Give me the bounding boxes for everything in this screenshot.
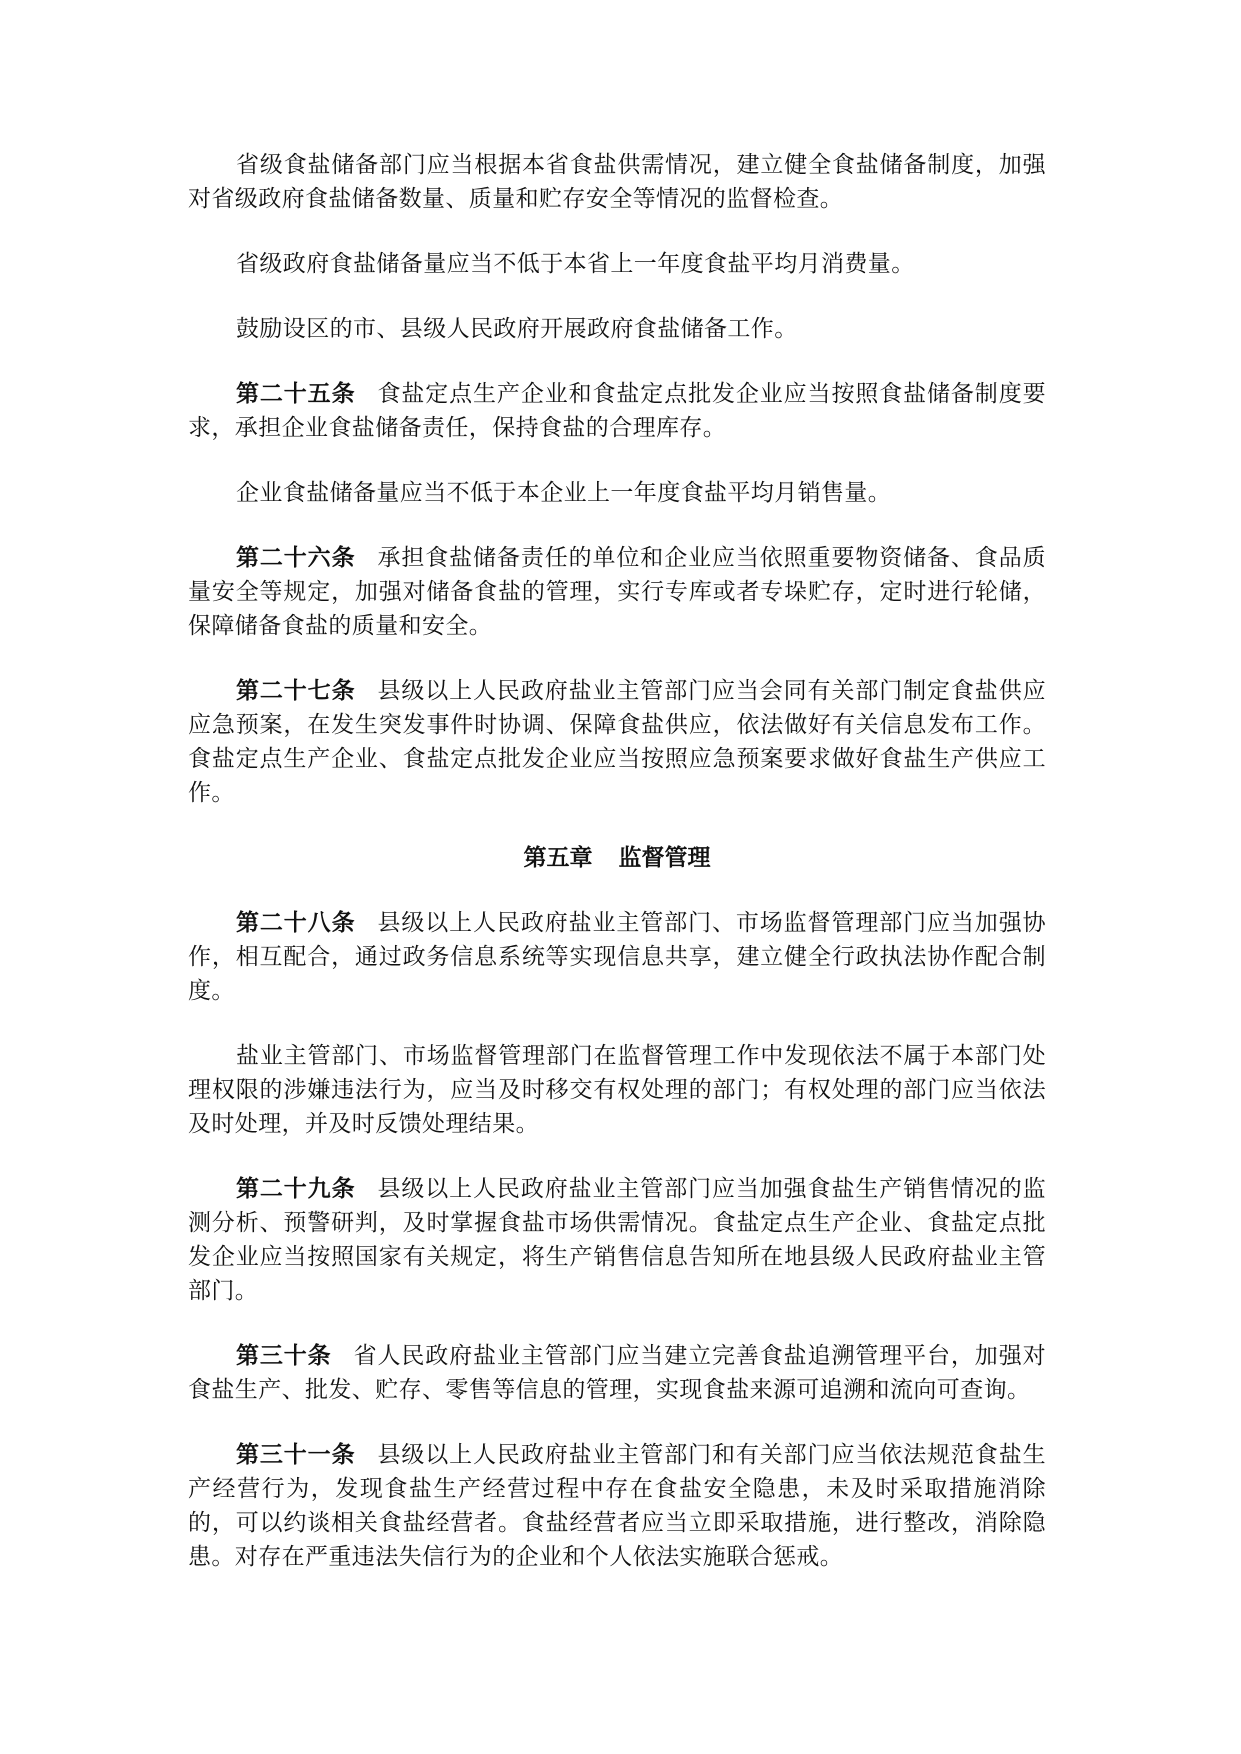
article-label: 第二十五条	[236, 381, 356, 407]
article-label: 第三十条	[236, 1343, 332, 1369]
article-26	[188, 541, 1046, 643]
article-label: 第二十七条	[236, 678, 356, 704]
document-page	[188, 148, 1046, 1605]
paragraph	[188, 148, 1046, 216]
article-label: 第二十八条	[236, 910, 356, 936]
paragraph	[188, 1039, 1046, 1141]
chapter-title: 监督管理	[618, 845, 711, 871]
article-30	[188, 1339, 1046, 1407]
paragraph-text: 鼓励设区的市、县级人民政府开展政府食盐储备工作。	[236, 316, 798, 342]
article-text: 县级以上人民政府盐业主管部门、市场监督管理部门应当加强协作，相互配合，通过政务信息系统等实现信息共享，建立健全行政执法协作配合制度。	[188, 910, 1046, 1004]
chapter-heading	[188, 841, 1046, 875]
article-text: 县级以上人民政府盐业主管部门和有关部门应当依法规范食盐生产经营行为，发现食盐生产经营过程中存在食盐安全隐患，未及时采取措施消除的，可以约谈相关食盐经营者。食盐经营者应当立即采取措施，进行整改，消除隐患。对存在严重违法失信行为的企业和个人依法实施联合惩戒。	[188, 1442, 1046, 1570]
paragraph	[188, 312, 1046, 346]
article-text: 县级以上人民政府盐业主管部门应当加强食盐生产销售情况的监测分析、预警研判，及时掌握食盐市场供需情况。食盐定点生产企业、食盐定点批发企业应当按照国家有关规定，将生产销售信息告知所在地县级人民政府盐业主管部门。	[188, 1176, 1046, 1304]
article-label: 第三十一条	[236, 1442, 356, 1468]
paragraph-text: 企业食盐储备量应当不低于本企业上一年度食盐平均月销售量。	[236, 480, 892, 506]
article-27	[188, 674, 1046, 810]
paragraph-text: 省级食盐储备部门应当根据本省食盐供需情况，建立健全食盐储备制度，加强对省级政府食盐储备数量、质量和贮存安全等情况的监督检查。	[188, 152, 1046, 212]
article-31	[188, 1438, 1046, 1574]
article-29	[188, 1172, 1046, 1308]
article-text: 承担食盐储备责任的单位和企业应当依照重要物资储备、食品质量安全等规定，加强对储备食盐的管理，实行专库或者专垛贮存，定时进行轮储，保障储备食盐的质量和安全。	[188, 545, 1046, 639]
article-25	[188, 377, 1046, 445]
article-label: 第二十九条	[236, 1176, 356, 1202]
article-label: 第二十六条	[236, 545, 356, 571]
paragraph	[188, 476, 1046, 510]
article-text: 县级以上人民政府盐业主管部门应当会同有关部门制定食盐供应应急预案，在发生突发事件时协调、保障食盐供应，依法做好有关信息发布工作。食盐定点生产企业、食盐定点批发企业应当按照应急预案要求做好食盐生产供应工作。	[188, 678, 1046, 806]
article-28	[188, 906, 1046, 1008]
paragraph-text: 盐业主管部门、市场监督管理部门在监督管理工作中发现依法不属于本部门处理权限的涉嫌违法行为，应当及时移交有权处理的部门；有权处理的部门应当依法及时处理，并及时反馈处理结果。	[188, 1043, 1046, 1137]
chapter-number: 第五章	[523, 845, 593, 871]
paragraph-text: 省级政府食盐储备量应当不低于本省上一年度食盐平均月消费量。	[236, 251, 915, 277]
paragraph	[188, 247, 1046, 281]
article-text: 省人民政府盐业主管部门应当建立完善食盐追溯管理平台，加强对食盐生产、批发、贮存、零售等信息的管理，实现食盐来源可追溯和流向可查询。	[188, 1343, 1046, 1403]
article-text: 食盐定点生产企业和食盐定点批发企业应当按照食盐储备制度要求，承担企业食盐储备责任，保持食盐的合理库存。	[188, 381, 1046, 441]
